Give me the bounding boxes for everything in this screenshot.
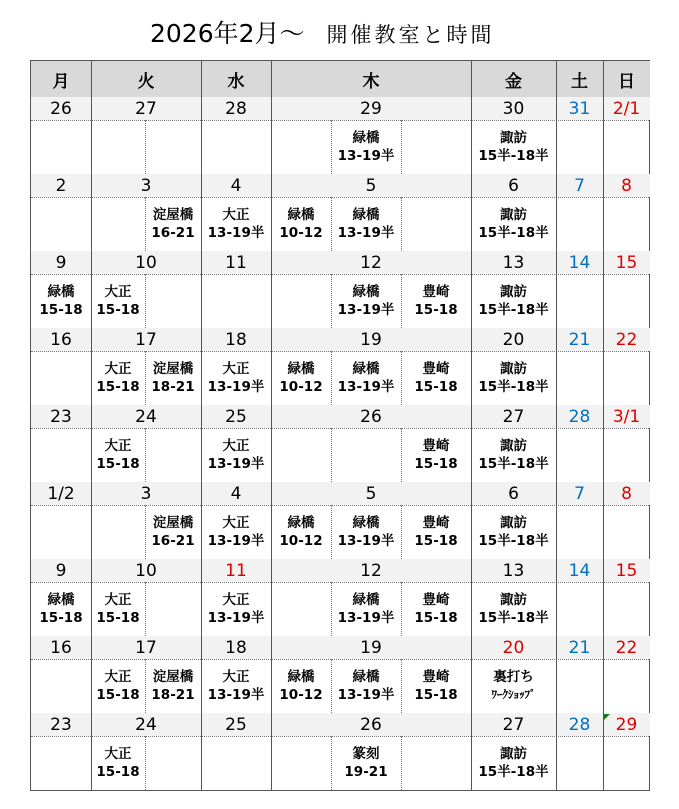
comment-marker <box>604 714 610 720</box>
class-time: 13-19半 <box>337 610 395 626</box>
date-cell-sat: 28 <box>556 405 603 428</box>
class-location: 豊崎 <box>422 592 450 608</box>
date-cell-tue: 10 <box>91 559 201 582</box>
class-location: 緑橋 <box>287 669 315 685</box>
class-time: 13-19半 <box>207 533 265 549</box>
class-location: 緑橋 <box>287 515 315 531</box>
class-time: 18-21 <box>151 687 195 703</box>
class-entry <box>91 736 145 790</box>
class-time: 10-12 <box>279 225 323 241</box>
date-cell-mon: 2 <box>31 174 91 197</box>
class-entry <box>331 582 401 636</box>
class-time: 13-19半 <box>337 225 395 241</box>
class-location: 緑橋 <box>352 207 380 223</box>
date-cell-mon: 16 <box>31 328 91 351</box>
class-entry <box>331 505 401 559</box>
class-time: 15-18 <box>96 456 140 472</box>
date-cell-tue: 3 <box>91 482 201 505</box>
class-entry <box>201 582 271 636</box>
slot-divider <box>401 351 402 405</box>
class-location: 諏訪 <box>500 361 527 377</box>
slot-divider <box>145 274 146 328</box>
date-cell-sun: 8 <box>603 482 650 505</box>
weekday-header-thu: 木 <box>271 61 471 97</box>
slot-divider <box>145 351 146 405</box>
class-time: 15半-18半 <box>478 533 549 549</box>
date-cell-sat: 14 <box>556 559 603 582</box>
date-cell-wed: 11 <box>201 559 271 582</box>
class-location: 緑橋 <box>352 669 380 685</box>
class-entry <box>271 659 331 713</box>
class-time: 15-18 <box>96 302 140 318</box>
class-time: 15-18 <box>414 302 458 318</box>
date-cell-mon: 26 <box>31 97 91 120</box>
weekday-header-wed: 水 <box>201 61 271 97</box>
slot-divider <box>401 736 402 790</box>
slot-divider <box>331 659 332 713</box>
class-location: 淀屋橋 <box>152 669 194 685</box>
date-cell-sun: 29 <box>603 713 650 736</box>
slot-divider <box>145 582 146 636</box>
date-cell-sat: 7 <box>556 482 603 505</box>
class-location: 諏訪 <box>500 207 527 223</box>
date-cell-thu: 19 <box>271 636 471 659</box>
slot-divider <box>401 505 402 559</box>
class-time: 16-21 <box>151 225 195 241</box>
class-time: 15-18 <box>414 687 458 703</box>
class-location: 大正 <box>104 438 132 454</box>
date-cell-mon: 23 <box>31 713 91 736</box>
date-cell-sat: 7 <box>556 174 603 197</box>
date-cell-sun: 22 <box>603 328 650 351</box>
class-location: 緑橋 <box>352 515 380 531</box>
date-cell-tue: 27 <box>91 97 201 120</box>
class-location: 大正 <box>104 284 132 300</box>
class-location: 諏訪 <box>500 746 527 762</box>
class-location: 大正 <box>104 746 132 762</box>
class-entry <box>31 274 91 328</box>
class-entry <box>145 659 201 713</box>
class-entry <box>471 505 556 559</box>
weekday-header-tue: 火 <box>91 61 201 97</box>
column-divider <box>603 61 604 790</box>
slot-divider <box>331 274 332 328</box>
date-cell-sat: 21 <box>556 636 603 659</box>
date-cell-thu: 26 <box>271 405 471 428</box>
date-cell-mon: 9 <box>31 251 91 274</box>
date-cell-wed: 4 <box>201 174 271 197</box>
class-location: 諏訪 <box>500 130 527 146</box>
date-cell-sun: 3/1 <box>603 405 650 428</box>
class-entry <box>91 351 145 405</box>
date-cell-wed: 18 <box>201 328 271 351</box>
class-time: 13-19半 <box>337 687 395 703</box>
date-cell-sun: 8 <box>603 174 650 197</box>
date-cell-wed: 25 <box>201 405 271 428</box>
class-entry <box>145 351 201 405</box>
slot-divider <box>401 120 402 174</box>
class-location: 豊崎 <box>422 361 450 377</box>
class-time: 13-19半 <box>337 379 395 395</box>
class-entry <box>201 428 271 482</box>
slot-divider <box>145 120 146 174</box>
class-entry <box>271 505 331 559</box>
date-cell-wed: 4 <box>201 482 271 505</box>
class-location: 淀屋橋 <box>152 515 194 531</box>
class-entry <box>471 197 556 251</box>
slot-divider <box>401 428 402 482</box>
class-time: 13-19半 <box>337 302 395 318</box>
date-cell-wed: 25 <box>201 713 271 736</box>
date-cell-sun: 2/1 <box>603 97 650 120</box>
date-cell-sun: 15 <box>603 251 650 274</box>
class-location: 大正 <box>104 592 132 608</box>
class-time: 15半-18半 <box>478 148 549 164</box>
class-entry <box>331 274 401 328</box>
class-entry <box>471 736 556 790</box>
class-location: 緑橋 <box>47 284 75 300</box>
class-location: 大正 <box>222 207 250 223</box>
weekday-header-sat: 土 <box>556 61 603 97</box>
date-cell-thu: 5 <box>271 482 471 505</box>
date-cell-sat: 14 <box>556 251 603 274</box>
page-title <box>150 14 495 54</box>
class-location: 諏訪 <box>500 284 527 300</box>
class-time: 10-12 <box>279 687 323 703</box>
date-cell-fri: 27 <box>471 405 556 428</box>
class-entry <box>401 428 471 482</box>
class-entry <box>201 505 271 559</box>
class-time: 19-21 <box>344 764 388 780</box>
class-entry <box>471 582 556 636</box>
class-location: 緑橋 <box>352 284 380 300</box>
class-time: 15-18 <box>96 764 140 780</box>
date-cell-thu: 29 <box>271 97 471 120</box>
slot-divider <box>401 659 402 713</box>
date-cell-sun: 22 <box>603 636 650 659</box>
class-location: 諏訪 <box>500 592 527 608</box>
date-cell-wed: 11 <box>201 251 271 274</box>
date-cell-sat: 28 <box>556 713 603 736</box>
date-cell-tue: 24 <box>91 405 201 428</box>
class-time: 15半-18半 <box>478 456 549 472</box>
column-divider <box>556 61 557 790</box>
class-entry <box>91 582 145 636</box>
class-entry <box>401 274 471 328</box>
class-entry <box>471 351 556 405</box>
weekday-header-mon: 月 <box>31 61 91 97</box>
class-entry <box>331 351 401 405</box>
date-cell-tue: 17 <box>91 328 201 351</box>
slot-divider <box>145 659 146 713</box>
class-time: 13-19半 <box>207 225 265 241</box>
date-cell-fri: 30 <box>471 97 556 120</box>
weekday-header-sun: 日 <box>603 61 650 97</box>
class-location: 大正 <box>222 361 250 377</box>
date-cell-thu: 26 <box>271 713 471 736</box>
class-location: 大正 <box>222 669 250 685</box>
class-location: 豊崎 <box>422 284 450 300</box>
class-time: 15-18 <box>96 379 140 395</box>
class-entry <box>91 659 145 713</box>
class-location: 篆刻 <box>352 746 380 762</box>
slot-divider <box>145 736 146 790</box>
class-entry <box>331 120 401 174</box>
slot-divider <box>401 197 402 251</box>
class-entry <box>201 197 271 251</box>
class-entry <box>471 659 556 713</box>
class-time: 15半-18半 <box>478 764 549 780</box>
class-entry <box>31 582 91 636</box>
class-time: 15半-18半 <box>478 225 549 241</box>
date-cell-thu: 12 <box>271 251 471 274</box>
date-cell-wed: 18 <box>201 636 271 659</box>
slot-divider <box>145 197 146 251</box>
date-cell-fri: 13 <box>471 251 556 274</box>
class-location: 緑橋 <box>287 207 315 223</box>
slot-divider <box>145 505 146 559</box>
date-cell-thu: 19 <box>271 328 471 351</box>
date-cell-mon: 1/2 <box>31 482 91 505</box>
class-entry <box>271 351 331 405</box>
class-location: 裏打ち <box>493 669 534 685</box>
class-entry <box>401 505 471 559</box>
date-cell-fri: 13 <box>471 559 556 582</box>
class-location: 大正 <box>222 515 250 531</box>
class-time: 10-12 <box>279 533 323 549</box>
slot-divider <box>331 582 332 636</box>
class-entry <box>145 505 201 559</box>
slot-divider <box>401 274 402 328</box>
class-location: 緑橋 <box>47 592 75 608</box>
class-location: 諏訪 <box>500 515 527 531</box>
date-cell-fri: 6 <box>471 482 556 505</box>
date-cell-thu: 12 <box>271 559 471 582</box>
class-location: 大正 <box>222 438 250 454</box>
date-cell-tue: 24 <box>91 713 201 736</box>
class-entry <box>91 274 145 328</box>
column-divider <box>201 61 202 790</box>
class-entry <box>401 582 471 636</box>
class-entry <box>201 351 271 405</box>
class-time: 13-19半 <box>337 533 395 549</box>
class-time: 15-18 <box>39 302 83 318</box>
class-location: 豊崎 <box>422 515 450 531</box>
date-cell-fri: 27 <box>471 713 556 736</box>
class-location: 緑橋 <box>352 130 380 146</box>
class-time: 15-18 <box>96 610 140 626</box>
class-time: 13-19半 <box>207 687 265 703</box>
class-time: 15半-18半 <box>478 610 549 626</box>
class-entry <box>331 659 401 713</box>
class-entry <box>471 274 556 328</box>
date-cell-sat: 31 <box>556 97 603 120</box>
class-entry <box>271 197 331 251</box>
class-location: 大正 <box>222 592 250 608</box>
class-entry <box>145 197 201 251</box>
column-divider <box>91 61 92 790</box>
class-entry <box>331 197 401 251</box>
class-location: 諏訪 <box>500 438 527 454</box>
class-location: 緑橋 <box>352 592 380 608</box>
date-cell-thu: 5 <box>271 174 471 197</box>
class-entry <box>471 428 556 482</box>
class-time: 18-21 <box>151 379 195 395</box>
class-time: 10-12 <box>279 379 323 395</box>
column-divider <box>471 61 472 790</box>
class-entry <box>471 120 556 174</box>
class-entry <box>91 428 145 482</box>
class-time: 15-18 <box>414 379 458 395</box>
slot-divider <box>331 120 332 174</box>
slot-divider <box>331 505 332 559</box>
class-time: ﾜｰｸｼｮｯﾌﾟ <box>491 688 536 701</box>
class-time: 13-19半 <box>207 456 265 472</box>
date-cell-wed: 28 <box>201 97 271 120</box>
date-cell-sun: 15 <box>603 559 650 582</box>
class-time: 15-18 <box>39 610 83 626</box>
date-cell-fri: 20 <box>471 636 556 659</box>
class-time: 15-18 <box>414 533 458 549</box>
slot-divider <box>331 736 332 790</box>
title-month: 2026年2月～ <box>150 19 305 48</box>
date-cell-tue: 10 <box>91 251 201 274</box>
date-cell-mon: 9 <box>31 559 91 582</box>
date-cell-tue: 17 <box>91 636 201 659</box>
schedule-calendar <box>30 60 650 791</box>
class-time: 16-21 <box>151 533 195 549</box>
class-time: 15半-18半 <box>478 302 549 318</box>
date-cell-fri: 6 <box>471 174 556 197</box>
class-entry <box>331 736 401 790</box>
title-subtitle: 開催教室と時間 <box>326 23 495 47</box>
slot-divider <box>331 428 332 482</box>
column-divider <box>271 61 272 790</box>
class-time: 13-19半 <box>207 379 265 395</box>
slot-divider <box>331 351 332 405</box>
class-location: 豊崎 <box>422 438 450 454</box>
date-cell-sat: 21 <box>556 328 603 351</box>
slot-divider <box>401 582 402 636</box>
class-location: 緑橋 <box>287 361 315 377</box>
class-time: 15-18 <box>414 610 458 626</box>
class-time: 15-18 <box>96 687 140 703</box>
class-time: 15-18 <box>414 456 458 472</box>
class-entry <box>201 659 271 713</box>
class-time: 13-19半 <box>207 610 265 626</box>
date-cell-fri: 20 <box>471 328 556 351</box>
weekday-header-fri: 金 <box>471 61 556 97</box>
class-location: 淀屋橋 <box>152 361 194 377</box>
class-location: 豊崎 <box>422 669 450 685</box>
class-location: 緑橋 <box>352 361 380 377</box>
class-time: 13-19半 <box>337 148 395 164</box>
class-location: 淀屋橋 <box>152 207 194 223</box>
class-entry <box>401 659 471 713</box>
date-cell-tue: 3 <box>91 174 201 197</box>
date-cell-mon: 23 <box>31 405 91 428</box>
slot-divider <box>331 197 332 251</box>
slot-divider <box>145 428 146 482</box>
class-entry <box>401 351 471 405</box>
class-location: 大正 <box>104 361 132 377</box>
class-location: 大正 <box>104 669 132 685</box>
class-time: 15半-18半 <box>478 379 549 395</box>
date-cell-mon: 16 <box>31 636 91 659</box>
